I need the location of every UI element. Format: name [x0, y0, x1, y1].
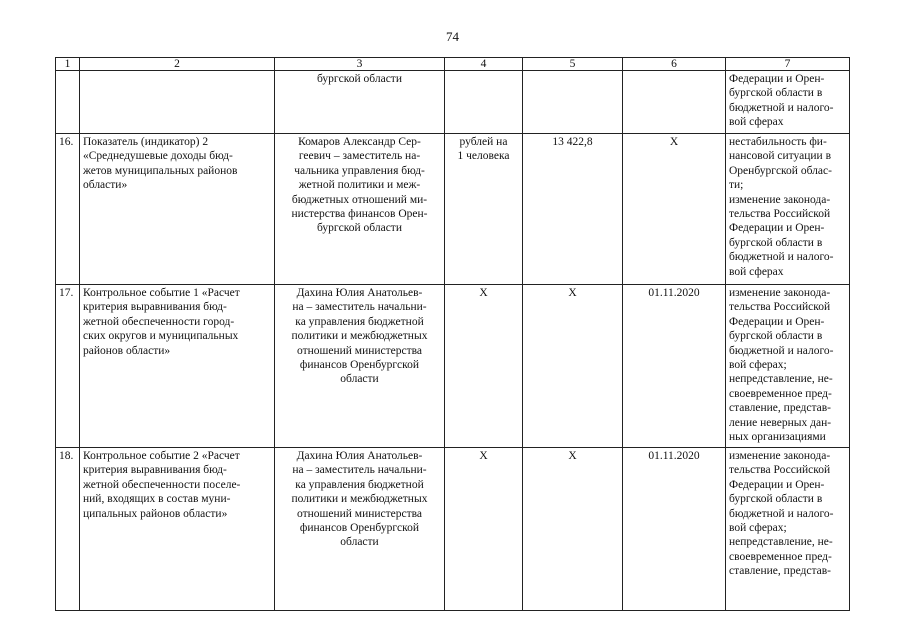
unit-cell — [445, 71, 523, 134]
page-number: 74 — [446, 29, 459, 44]
row-number-cell — [56, 71, 80, 134]
cell-line: политики и межбюджетных — [291, 330, 428, 343]
cell-line: жетной политики и меж- — [298, 179, 421, 192]
row-number-cell: 16. — [56, 134, 80, 285]
indicator-name-cell — [80, 71, 275, 134]
responsible-person-cell — [275, 285, 445, 448]
cell-line: жетной обеспеченности город- — [83, 315, 235, 328]
cell-line: тельства Российской — [729, 208, 831, 221]
date-cell: 01.11.2020 — [623, 285, 726, 448]
cell-line: бюджетных отношений ми- — [291, 193, 428, 206]
cell-line: отношений министерства — [296, 344, 423, 357]
cell-line: ных организациями — [729, 431, 826, 444]
cell-line: районов области» — [83, 344, 171, 357]
cell-line: ний, входящих в состав муни- — [83, 493, 231, 506]
cell-line: бургской области — [317, 73, 402, 85]
cell-line: Федерации и Орен- — [729, 222, 825, 235]
cell-line: бургской области в — [729, 330, 823, 343]
row-number-cell: 18. — [56, 448, 80, 611]
responsible-person-cell — [275, 134, 445, 285]
table-row — [56, 448, 850, 611]
cell-line: бюджетной и налого- — [729, 344, 834, 357]
cell-line: ка управления бюджетной — [295, 478, 424, 491]
cell-line: Федерации и Орен- — [729, 478, 825, 491]
indicator-name-cell — [80, 134, 275, 285]
header-cell: 5 — [523, 58, 623, 71]
value-cell: Х — [523, 448, 623, 611]
cell-line: ставление, представ- — [729, 402, 832, 415]
cell-line: критерия выравнивания бюд- — [83, 301, 227, 314]
cell-line: области — [340, 536, 379, 549]
date-cell: Х — [623, 134, 726, 285]
cell-line: изменение законода- — [729, 287, 831, 299]
cell-line: ских округов и муниципальных — [83, 330, 239, 343]
row-number-cell: 17. — [56, 285, 80, 448]
header-cell: 4 — [445, 58, 523, 71]
cell-line: вой сферах; — [729, 359, 787, 372]
unit-cell: Х — [445, 285, 523, 448]
cell-line: Оренбургской облас- — [729, 164, 832, 177]
cell-line: ти; — [729, 179, 744, 192]
table-row — [56, 285, 850, 448]
cell-line: бюджетной и налого- — [729, 507, 834, 520]
cell-line: геевич – заместитель на- — [298, 150, 421, 163]
cell-line: изменение законода- — [729, 450, 831, 462]
cell-line: «Среднедушевые доходы бюд- — [83, 150, 233, 163]
cell-line: бургской области в — [729, 493, 823, 506]
cell-line: тельства Российской — [729, 464, 831, 477]
date-cell: 01.11.2020 — [623, 448, 726, 611]
value-cell — [523, 71, 623, 134]
cell-line: области — [340, 373, 379, 386]
cell-line: бургской области в — [729, 236, 823, 249]
cell-line: жетов муниципальных районов — [83, 164, 238, 177]
value-cell: 13 422,8 — [523, 134, 623, 285]
cell-line: ставление, представ- — [729, 565, 832, 578]
cell-line: политики и межбюджетных — [291, 493, 428, 506]
cell-line: Дахина Юлия Анатольев- — [296, 450, 423, 462]
cell-line: тельства Российской — [729, 301, 831, 314]
cell-line: Федерации и Орен- — [729, 73, 825, 85]
cell-line: ление неверных дан- — [729, 416, 832, 429]
table-row — [56, 134, 850, 285]
cell-line: отношений министерства — [296, 507, 423, 520]
risks-cell — [726, 71, 850, 134]
unit-cell: Х — [445, 448, 523, 611]
risks-cell — [726, 448, 850, 611]
responsible-person-cell — [275, 71, 445, 134]
cell-line: жетной обеспеченности поселе- — [83, 478, 241, 491]
indicator-name-cell — [80, 448, 275, 611]
date-cell — [623, 71, 726, 134]
cell-line: непредставление, не- — [729, 536, 833, 549]
indicator-name-cell — [80, 285, 275, 448]
responsible-person-cell — [275, 448, 445, 611]
cell-line: ципальных районов области» — [83, 507, 228, 520]
value-cell: Х — [523, 285, 623, 448]
cell-line: 1 человека — [457, 150, 510, 163]
header-cell: 7 — [726, 58, 850, 71]
cell-line: Показатель (индикатор) 2 — [83, 136, 209, 148]
cell-line: области» — [83, 179, 128, 192]
cell-line: нистерства финансов Орен- — [291, 208, 428, 221]
cell-line: бургской области — [317, 222, 402, 235]
cell-line: вой сферах — [729, 265, 784, 278]
cell-line: чальника управления бюд- — [294, 164, 425, 177]
cell-line: Федерации и Орен- — [729, 315, 825, 328]
cell-line: финансов Оренбургской — [299, 522, 420, 535]
data-table — [55, 57, 850, 611]
cell-line: нансовой ситуации в — [729, 150, 832, 163]
cell-line: вой сферах — [729, 116, 784, 129]
risks-cell — [726, 134, 850, 285]
cell-line: финансов Оренбургской — [299, 359, 420, 372]
cell-line: своевременное пред- — [729, 387, 832, 400]
table-header-row — [56, 58, 850, 71]
risks-cell — [726, 285, 850, 448]
table-row — [56, 71, 850, 134]
header-cell: 3 — [275, 58, 445, 71]
header-cell: 6 — [623, 58, 726, 71]
cell-line: вой сферах; — [729, 522, 787, 535]
header-cell: 2 — [80, 58, 275, 71]
cell-line: бюджетной и налого- — [729, 101, 834, 114]
cell-line: ка управления бюджетной — [295, 315, 424, 328]
cell-line: Дахина Юлия Анатольев- — [296, 287, 423, 299]
cell-line: критерия выравнивания бюд- — [83, 464, 227, 477]
cell-line: на – заместитель начальни- — [292, 301, 427, 314]
cell-line: своевременное пред- — [729, 550, 832, 563]
cell-line: непредставление, не- — [729, 373, 833, 386]
cell-line: рублей на — [459, 136, 508, 148]
unit-cell — [445, 134, 523, 285]
cell-line: на – заместитель начальни- — [292, 464, 427, 477]
cell-line: бюджетной и налого- — [729, 251, 834, 264]
cell-line: бургской области в — [729, 87, 823, 100]
cell-line: Контрольное событие 1 «Расчет — [83, 287, 240, 299]
cell-line: нестабильность фи- — [729, 136, 827, 148]
cell-line: Комаров Александр Сер- — [298, 136, 421, 148]
header-cell: 1 — [56, 58, 80, 71]
cell-line: Контрольное событие 2 «Расчет — [83, 450, 240, 462]
cell-line: изменение законода- — [729, 193, 831, 206]
